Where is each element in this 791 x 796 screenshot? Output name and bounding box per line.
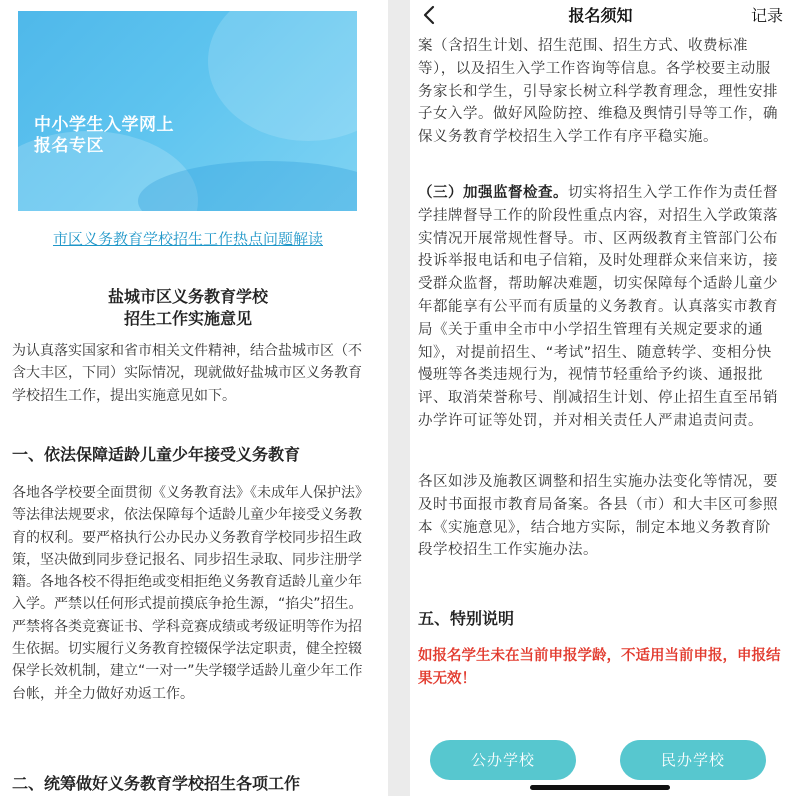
paragraph-b-lead: （三）加强监督检查。 xyxy=(418,185,568,201)
paragraph-b xyxy=(418,182,784,433)
section-1-body: 各地各学校要全面贯彻《义务教育法》《未成年人保护法》等法律法规要求，依法保障每个适龄儿童少年接受义务教育的权利。要严格执行公办民办义务教育学校同步招生政策，坚决做到同步登记报名、同步招生录取、同步注册学籍。各地各校不得拒绝或变相拒绝义务教育适龄儿童少年入学。严禁以任何形式提前摸底争抢生源，“掐尖”招生。严禁将各类竞赛证书、学科竞赛成绩或考级证明等作为招生依据。切实履行义务教育控辍保学法定职责，健全控辍保学长效机制，建立“一对一”失学辍学适龄儿童少年工作台帐，并全力做好劝返工作。 xyxy=(12,485,369,702)
banner-title: 中小学生入学网上 报名专区 xyxy=(34,115,174,156)
banner-decor-shape xyxy=(208,11,357,141)
section-5-heading: 五、特别说明 xyxy=(418,609,515,628)
paragraph-c: 各区如涉及施教区调整和招生实施办法变化等情况，要及时书面报市教育局备案。各县（市）和大丰区可参照本《实施意见》，结合地方实际，制定本地义务教育阶段学校招生工作实施办法。 xyxy=(418,474,778,559)
home-indicator xyxy=(530,785,670,790)
section-2-heading: 二、统筹做好义务教育学校招生各项工作 xyxy=(12,774,301,793)
section-1-heading: 一、依法保障适龄儿童少年接受义务教育 xyxy=(12,445,301,464)
hot-issues-link[interactable]: 市区义务教育学校招生工作热点问题解读 xyxy=(52,230,323,248)
pane-divider xyxy=(388,0,410,796)
intro-paragraph: 为认真落实国家和省市相关文件精神，结合盐城市区（不含大丰区，下同）实际情况，现就做好盐城市区义务教育学校招生工作，提出实施意见如下。 xyxy=(12,343,362,404)
special-note-warning: 如报名学生未在当前申报学龄，不适用当前申报，申报结果无效！ xyxy=(418,648,781,687)
nav-bar xyxy=(410,0,791,30)
left-pane xyxy=(0,0,388,796)
page-title: 报名须知 xyxy=(568,6,633,25)
record-button[interactable]: 记录 xyxy=(750,6,783,25)
right-pane xyxy=(410,0,791,796)
private-school-button[interactable]: 民办学校 xyxy=(620,740,766,780)
paragraph-a: 案（含招生计划、招生范围、招生方式、收费标准等），以及招生入学工作咨询等信息。各学校要主动服务家长和学生，引导家长树立科学教育理念，理性安排子女入学。做好风险防控、维稳及舆情引导等工作，确保义务教育学校招生入学工作有序平稳实施。 xyxy=(418,38,778,146)
public-school-button[interactable]: 公办学校 xyxy=(430,740,576,780)
promo-banner[interactable] xyxy=(18,11,357,211)
paragraph-b-text: 切实将招生入学工作作为责任督学挂牌督导工作的阶段性重点内容，对招生入学政策落实情况开展常规性督导。市、区两级教育主管部门公布投诉举报电话和电子信箱，及时处理群众来信来访，接受群众监督，帮助解决难题，切实保障每个适龄儿童少年都能享有公平而有质量的义务教育。认真落实市教育局《关于重申全市中小学招生管理有关规定要求的通知》，对提前招生、“考试”招生、随意转学、变相分快慢班等各类违规行为，视情节轻重给予约谈、通报批评、取消荣誉称号、削减招生计划、停止招生直至吊销办学许可证等处罚，并对相关责任人严肃追责问责。 xyxy=(418,185,778,429)
document-title: 盐城市区义务教育学校 招生工作实施意见 xyxy=(107,287,268,328)
